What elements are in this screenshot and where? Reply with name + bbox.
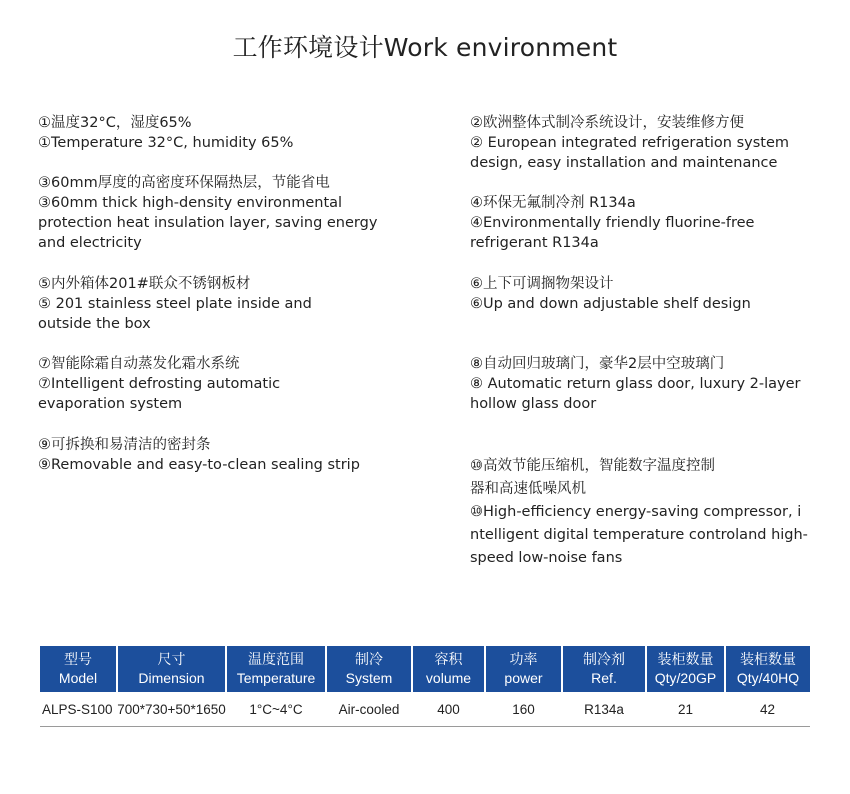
feature-line: speed low-noise fans: [470, 550, 623, 566]
feature-line: hollow glass door: [470, 396, 597, 412]
cell-refrigerant: R134a: [562, 692, 646, 727]
feature-line: ③60mm厚度的高密度环保隔热层，节能省电: [38, 175, 330, 191]
feature-line: ④环保无氟制冷剂 R134a: [470, 195, 636, 211]
header-qty-40hq: 装柜数量 Qty/40HQ: [725, 646, 810, 692]
cell-temperature: 1°C~4°C: [226, 692, 326, 727]
header-system: 制冷 System: [326, 646, 412, 692]
feature-line: outside the box: [38, 316, 151, 332]
feature-line: ⑥上下可调搁物架设计: [470, 276, 614, 292]
header-power: 功率 power: [485, 646, 562, 692]
feature-compressor: [470, 455, 815, 570]
feature-line: ⑦Intelligent defrosting automatic: [38, 376, 281, 392]
feature-stainless-steel: [38, 274, 438, 334]
header-temperature: 温度范围 Temperature: [226, 646, 326, 692]
feature-line: ②欧洲整体式制冷系统设计，安装维修方便: [470, 115, 744, 131]
feature-shelf: [470, 274, 815, 314]
header-volume: 容积 volume: [412, 646, 485, 692]
feature-line: ③60mm thick high-density environmental: [38, 195, 343, 211]
feature-line: and electricity: [38, 235, 142, 251]
feature-line: ⑩高效节能压缩机，智能数字温度控制: [470, 458, 715, 474]
cell-volume: 400: [412, 692, 485, 727]
feature-sealing-strip: [38, 435, 438, 475]
header-model: 型号 Model: [40, 646, 117, 692]
feature-line: 器和高速低噪风机: [470, 481, 586, 497]
header-qty-20gp: 装柜数量 Qty/20GP: [646, 646, 725, 692]
cell-qty-40hq: 42: [725, 692, 810, 727]
feature-line: ⑥Up and down adjustable shelf design: [470, 296, 751, 312]
spec-table: [40, 646, 810, 727]
page-title: 工作环境设计Work environment: [232, 33, 618, 62]
feature-line: evaporation system: [38, 396, 183, 412]
feature-line: ⑤内外箱体201#联众不锈钢板材: [38, 276, 251, 292]
feature-insulation-layer: [38, 173, 438, 253]
feature-line: ⑨可拆换和易清洁的密封条: [38, 437, 211, 453]
feature-defrosting: [38, 354, 438, 414]
header-refrigerant: 制冷剂 Ref.: [562, 646, 646, 692]
feature-temperature-humidity: [38, 113, 438, 153]
feature-refrigerant: [470, 193, 815, 253]
feature-line: protection heat insulation layer, saving energy: [38, 215, 378, 231]
cell-qty-20gp: 21: [646, 692, 725, 727]
feature-line: ⑧ Automatic return glass door, luxury 2-layer: [470, 376, 801, 392]
feature-line: design, easy installation and maintenance: [470, 155, 778, 171]
feature-line: ⑤ 201 stainless steel plate inside and: [38, 296, 312, 312]
feature-glass-door: [470, 354, 815, 414]
feature-refrigeration-system: [470, 113, 815, 173]
feature-line: ④Environmentally friendly fluorine-free: [470, 215, 755, 231]
feature-line: ①Temperature 32°C, humidity 65%: [38, 135, 294, 151]
table-row: [40, 692, 810, 727]
feature-line: ⑨Removable and easy-to-clean sealing strip: [38, 457, 360, 473]
cell-power: 160: [485, 692, 562, 727]
feature-line: ntelligent digital temperature controland high-: [470, 527, 808, 543]
feature-line: ⑩High-efficiency energy-saving compressor, i: [470, 504, 802, 520]
header-dimension: 尺寸 Dimension: [117, 646, 226, 692]
feature-line: ② European integrated refrigeration system: [470, 135, 790, 151]
feature-line: refrigerant R134a: [470, 235, 599, 251]
feature-line: ⑧自动回归玻璃门，豪华2层中空玻璃门: [470, 356, 725, 372]
cell-dimension: 700*730+50*1650: [117, 692, 226, 727]
feature-line: ①温度32°C，湿度65%: [38, 115, 192, 131]
spec-header-row: [40, 646, 810, 692]
cell-system: Air-cooled: [326, 692, 412, 727]
cell-model: ALPS-S100: [40, 692, 117, 727]
feature-line: ⑦智能除霜自动蒸发化霜水系统: [38, 356, 240, 372]
